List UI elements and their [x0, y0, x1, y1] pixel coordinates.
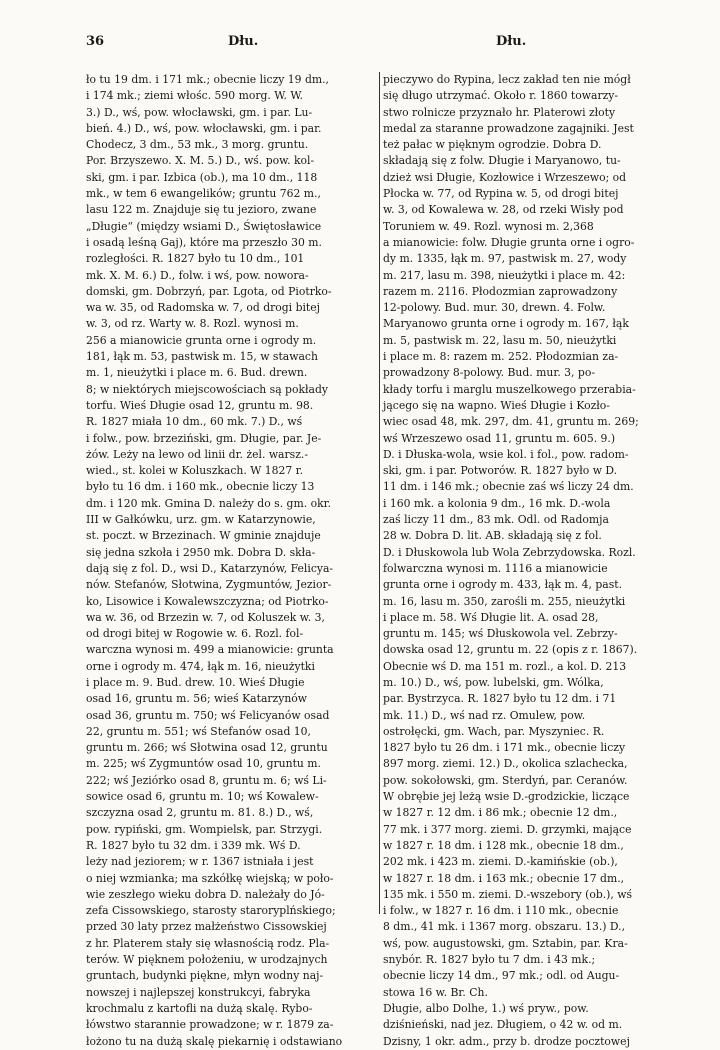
- text-line: bień. 4.) D., wś, pow. włocławski, gm. i par.: [86, 121, 322, 135]
- text-line: m. 225; wś Zygmuntów osad 10, gruntu m.: [86, 757, 321, 771]
- text-line: grunta orne i ogrody m. 433, łąk m. 4, past.: [383, 578, 623, 592]
- text-line: nowszej i najlepszej konstrukcyi, fabryka: [86, 985, 311, 999]
- text-line: 12-polowy. Bud. mur. 30, drewn. 4. Folw.: [383, 301, 606, 315]
- text-line: D. i Dłuska-wola, wsie kol. i fol., pow. radom-: [383, 447, 629, 461]
- text-line: w. 3, od Kowalewa w. 28, od rzeki Wisły pod: [383, 203, 624, 217]
- text-line: domski, gm. Dobrzyń, par. Lgota, od Piotrko-: [86, 284, 332, 298]
- text-line: 11 dm. i 146 mk.; obecnie zaś wś liczy 24 dm.: [383, 480, 634, 494]
- text-line: dowska osad 12, gruntu m. 22 (opis z r. 1867).: [383, 643, 638, 657]
- text-line: osad 16, gruntu m. 56; wieś Katarzynów: [86, 692, 308, 706]
- text-line: sowice osad 6, gruntu m. 10; wś Kowalew-: [86, 790, 319, 804]
- text-line: ko, Lisowice i Kowalewszczyzna; od Piotrko-: [86, 594, 329, 608]
- text-line: ski, gm. i par. Izbica (ob.), ma 10 dm., 118: [86, 170, 318, 184]
- text-line: mk. X. M. 6.) D., folw. i wś, pow. nowora-: [86, 268, 309, 282]
- text-line: i folw., pow. brzeziński, gm. Długie, par. Je-: [86, 431, 322, 445]
- text-line: dziśnieński, nad jez. Długiem, o 42 w. od m.: [383, 1018, 623, 1032]
- text-line: 8; w niektórych miejscowościach są pokłady: [86, 382, 328, 396]
- text-line: Maryanowo grunta orne i ogrody m. 167, łąk: [383, 317, 629, 331]
- text-line: 222; wś Jeziórko osad 8, gruntu m. 6; wś Li-: [86, 773, 327, 787]
- text-line: kłady torfu i marglu muszelkowego przerabia-: [383, 382, 636, 396]
- text-line: par. Bystrzyca. R. 1827 było tu 12 dm. i 71: [383, 692, 617, 706]
- text-line: obecnie liczy 14 dm., 97 mk.; odl. od Augu-: [383, 969, 620, 983]
- text-line: pieczywo do Rypina, lecz zakład ten nie mógł: [383, 73, 631, 86]
- text-line: pow. rypiński, gm. Wompielsk, par. Strzygi.: [86, 822, 323, 836]
- text-line: medal za staranne prowadzone zagajniki. Jest: [383, 121, 634, 135]
- text-line: ło tu 19 dm. i 171 mk.; obecnie liczy 19 dm.,: [86, 73, 329, 86]
- text-line: gruntu m. 145; wś Dłuskowola vel. Zebrzy-: [383, 627, 618, 641]
- text-line: wa w. 36, od Brzezin w. 7, od Koluszek w. 3,: [86, 610, 325, 624]
- text-line: wie zeszłego wieku dobra D. należały do Jó-: [86, 887, 325, 901]
- text-line: 181, łąk m. 53, pastwisk m. 15, w stawach: [86, 350, 318, 364]
- text-line: Długie, albo Dolhe, 1.) wś pryw., pow.: [383, 1001, 589, 1015]
- text-line: torfu. Wieś Długie osad 12, gruntu m. 98.: [86, 398, 314, 412]
- text-line: nów. Stefanów, Słotwina, Zygmuntów, Jezior-: [86, 578, 332, 592]
- text-line: Obecnie wś D. ma 151 m. rozl., a kol. D. 213: [383, 659, 627, 673]
- text-line: terów. W pięknem położeniu, w urodzajnych: [86, 953, 328, 967]
- text-line: 8 dm., 41 mk. i 1367 morg. obszaru. 13.) D.,: [383, 920, 626, 934]
- text-line: i place m. 8: razem m. 252. Płodozmian za-: [383, 350, 619, 364]
- text-line: mk., w tem 6 ewangelików; gruntu 762 m.,: [86, 187, 321, 201]
- text-line: 202 mk. i 423 m. ziemi. D.-kamińskie (ob.),: [383, 855, 618, 869]
- page-header: [86, 34, 656, 54]
- text-line: w. 3, od rz. Warty w. 8. Rozl. wynosi m.: [86, 317, 299, 331]
- text-line: i 174 mk.; ziemi włośc. 590 morg. W. W.: [86, 89, 303, 103]
- text-line: i 160 mk. a kolonia 9 dm., 16 mk. D.-wola: [383, 496, 611, 510]
- right-text-column: [383, 72, 655, 1048]
- left-text-column: [86, 72, 376, 1048]
- running-head-left: Dłu.: [228, 34, 259, 49]
- text-line: łówstwo starannie prowadzone; w r. 1879 za-: [86, 1018, 334, 1032]
- text-line: R. 1827 miała 10 dm., 60 mk. 7.) D., wś: [86, 415, 303, 429]
- text-line: wied., st. kolei w Koluszkach. W 1827 r.: [86, 464, 304, 478]
- running-head-right: Dłu.: [496, 34, 527, 49]
- text-line: W obrębie jej leżą wsie D.-grodzickie, liczące: [383, 790, 630, 804]
- text-line: m. 10.) D., wś, pow. lubelski, gm. Wólka,: [383, 675, 604, 689]
- text-line: 77 mk. i 377 morg. ziemi. D. grzymki, mające: [383, 822, 632, 836]
- page-number: 36: [86, 34, 105, 49]
- text-line: dają się z fol. D., wsi D., Katarzynów, Felicya-: [86, 561, 334, 575]
- text-line: wś, pow. augustowski, gm. Sztabin, par. Kra-: [383, 936, 628, 950]
- text-line: dy m. 1335, łąk m. 97, pastwisk m. 27, wody: [383, 252, 627, 266]
- text-line: a mianowicie: folw. Długie grunta orne i ogro-: [383, 235, 635, 249]
- text-line: łożono tu na dużą skalę piekarnię i odstawiano: [86, 1034, 343, 1048]
- text-line: ski, gm. i par. Potworów. R. 1827 było w D.: [383, 464, 618, 478]
- text-line: też pałac w pięknym ogrodzie. Dobra D.: [383, 138, 602, 152]
- text-line: w 1827 r. 18 dm. i 128 mk., obecnie 18 dm.,: [383, 838, 624, 852]
- text-line: D. i Dłuskowola lub Wola Zebrzydowska. Rozl.: [383, 545, 636, 559]
- text-line: m. 16, lasu m. 350, zarośli m. 255, nieużytki: [383, 594, 626, 608]
- text-line: folwarczna wynosi m. 1116 a mianowicie: [383, 561, 608, 575]
- text-line: R. 1827 było tu 32 dm. i 339 mk. Wś D.: [86, 838, 301, 852]
- text-line: 22, gruntu m. 551; wś Stefanów osad 10,: [86, 724, 311, 738]
- text-line: „Długie“ (między wsiami D., Świętosławice: [86, 219, 322, 233]
- text-line: ostrołęcki, gm. Wach, par. Myszyniec. R.: [383, 724, 605, 738]
- text-line: gruntach, budynki piękne, młyn wodny naj-: [86, 969, 324, 983]
- text-line: 256 a mianowicie grunta orne i ogrody m.: [86, 333, 317, 347]
- text-line: Dzisny, 1 okr. adm., przy b. drodze pocztowej: [383, 1034, 630, 1048]
- text-line: leży nad jeziorem; w r. 1367 istniała i jest: [86, 855, 314, 869]
- text-line: st. poczt. w Brzezinach. W gminie znajduje: [86, 529, 321, 543]
- text-line: się długo utrzymać. Około r. 1860 towarzy-: [383, 89, 619, 103]
- text-line: w 1827 r. 12 dm. i 86 mk.; obecnie 12 dm.,: [383, 806, 618, 820]
- text-line: stowa 16 w. Br. Ch.: [383, 985, 488, 999]
- text-line: warczna wynosi m. 499 a mianowicie: grunta: [86, 643, 334, 657]
- text-line: razem m. 2116. Płodozmian zaprowadzony: [383, 284, 618, 298]
- text-line: przed 30 laty przez małżeństwo Cissowskiej: [86, 920, 327, 934]
- text-line: pow. sokołowski, gm. Sterdyń, par. Ceranów.: [383, 773, 628, 787]
- text-line: jącego się na wapno. Wieś Długie i Kozło-: [383, 398, 610, 412]
- text-line: dzież wsi Długie, Kozłowice i Wrzeszewo; od: [383, 170, 627, 184]
- text-line: m. 217, lasu m. 398, nieużytki i place m. 42:: [383, 268, 626, 282]
- text-line: i place m. 9. Bud. drew. 10. Wieś Długie: [86, 675, 305, 689]
- text-line: stwo rolnicze przyznało hr. Platerowi złoty: [383, 105, 616, 119]
- text-line: było tu 16 dm. i 160 mk., obecnie liczy 13: [86, 480, 315, 494]
- text-line: Płocka w. 77, od Rypina w. 5, od drogi bitej: [383, 187, 619, 201]
- text-line: wś Wrzeszewo osad 11, gruntu m. 605. 9.): [383, 431, 616, 445]
- text-line: i folw., w 1827 r. 16 dm. i 110 mk., obecnie: [383, 904, 619, 918]
- text-line: III w Gałkówku, urz. gm. w Katarzynowie,: [86, 513, 316, 527]
- text-line: m. 1, nieużytki i place m. 6. Bud. drewn.: [86, 366, 308, 380]
- text-line: gruntu m. 266; wś Słotwina osad 12, gruntu: [86, 741, 328, 755]
- text-line: 1827 było tu 26 dm. i 171 mk., obecnie liczy: [383, 741, 626, 755]
- text-line: i osadą leśną Gaj), które ma przeszło 30 m.: [86, 235, 322, 249]
- text-line: zefa Cissowskiego, starosty staroryplńskiego;: [86, 904, 336, 918]
- text-line: od drogi bitej w Rogowie w. 6. Rozl. fol-: [86, 627, 304, 641]
- text-line: 897 morg. ziemi. 12.) D., okolica szlachecka,: [383, 757, 628, 771]
- column-divider: [379, 72, 380, 914]
- text-line: wiec osad 48, mk. 297, dm. 41, gruntu m. 269;: [383, 415, 639, 429]
- text-line: składają się z folw. Długie i Maryanowo, tu-: [383, 154, 621, 168]
- text-line: 3.) D., wś, pow. włocławski, gm. i par. Lu-: [86, 105, 313, 119]
- text-line: dm. i 120 mk. Gmina D. należy do s. gm. okr.: [86, 496, 332, 510]
- text-line: Chodecz, 3 dm., 53 mk., 3 morg. gruntu.: [86, 138, 309, 152]
- text-line: prowadzony 8-polowy. Bud. mur. 3, po-: [383, 366, 595, 380]
- text-line: lasu 122 m. Znajduje się tu jezioro, zwane: [86, 203, 317, 217]
- text-line: wa w. 35, od Radomska w. 7, od drogi bitej: [86, 301, 321, 315]
- text-line: w 1827 r. 18 dm. i 163 mk.; obecnie 17 dm.,: [383, 871, 625, 885]
- text-line: osad 36, gruntu m. 750; wś Felicyanów osad: [86, 708, 330, 722]
- text-line: żów. Leży na lewo od linii dr. żel. warsz.-: [86, 447, 308, 461]
- text-line: orne i ogrody m. 474, łąk m. 16, nieużytki: [86, 659, 315, 673]
- text-line: zaś liczy 11 dm., 83 mk. Odl. od Radomja: [383, 513, 609, 527]
- text-line: 135 mk. i 550 m. ziemi. D.-wszebory (ob.), wś: [383, 887, 633, 901]
- text-line: o niej wzmianka; ma szkółkę wiejską; w poło-: [86, 871, 334, 885]
- text-line: się jedna szkoła i 2950 mk. Dobra D. skła-: [86, 545, 316, 559]
- text-line: szczyzna osad 2, gruntu m. 81. 8.) D., wś,: [86, 806, 314, 820]
- text-line: i place m. 58. Wś Długie lit. A. osad 28,: [383, 610, 599, 624]
- text-line: Toruniem w. 49. Rozl. wynosi m. 2,368: [383, 219, 594, 233]
- text-line: m. 5, pastwisk m. 22, lasu m. 50, nieużytki: [383, 333, 617, 347]
- text-line: rozległości. R. 1827 było tu 10 dm., 101: [86, 252, 305, 266]
- text-line: mk. 11.) D., wś nad rz. Omulew, pow.: [383, 708, 586, 722]
- text-line: snybór. R. 1827 było tu 7 dm. i 43 mk.;: [383, 953, 596, 967]
- text-line: Por. Brzyszewo. X. M. 5.) D., wś. pow. kol-: [86, 154, 315, 168]
- text-line: z hr. Platerem stały się własnością rodz. Pla-: [86, 936, 330, 950]
- text-line: krochmalu z kartofli na dużą skalę. Rybo-: [86, 1001, 313, 1015]
- text-line: 28 w. Dobra D. lit. AB. składają się z fol.: [383, 529, 602, 543]
